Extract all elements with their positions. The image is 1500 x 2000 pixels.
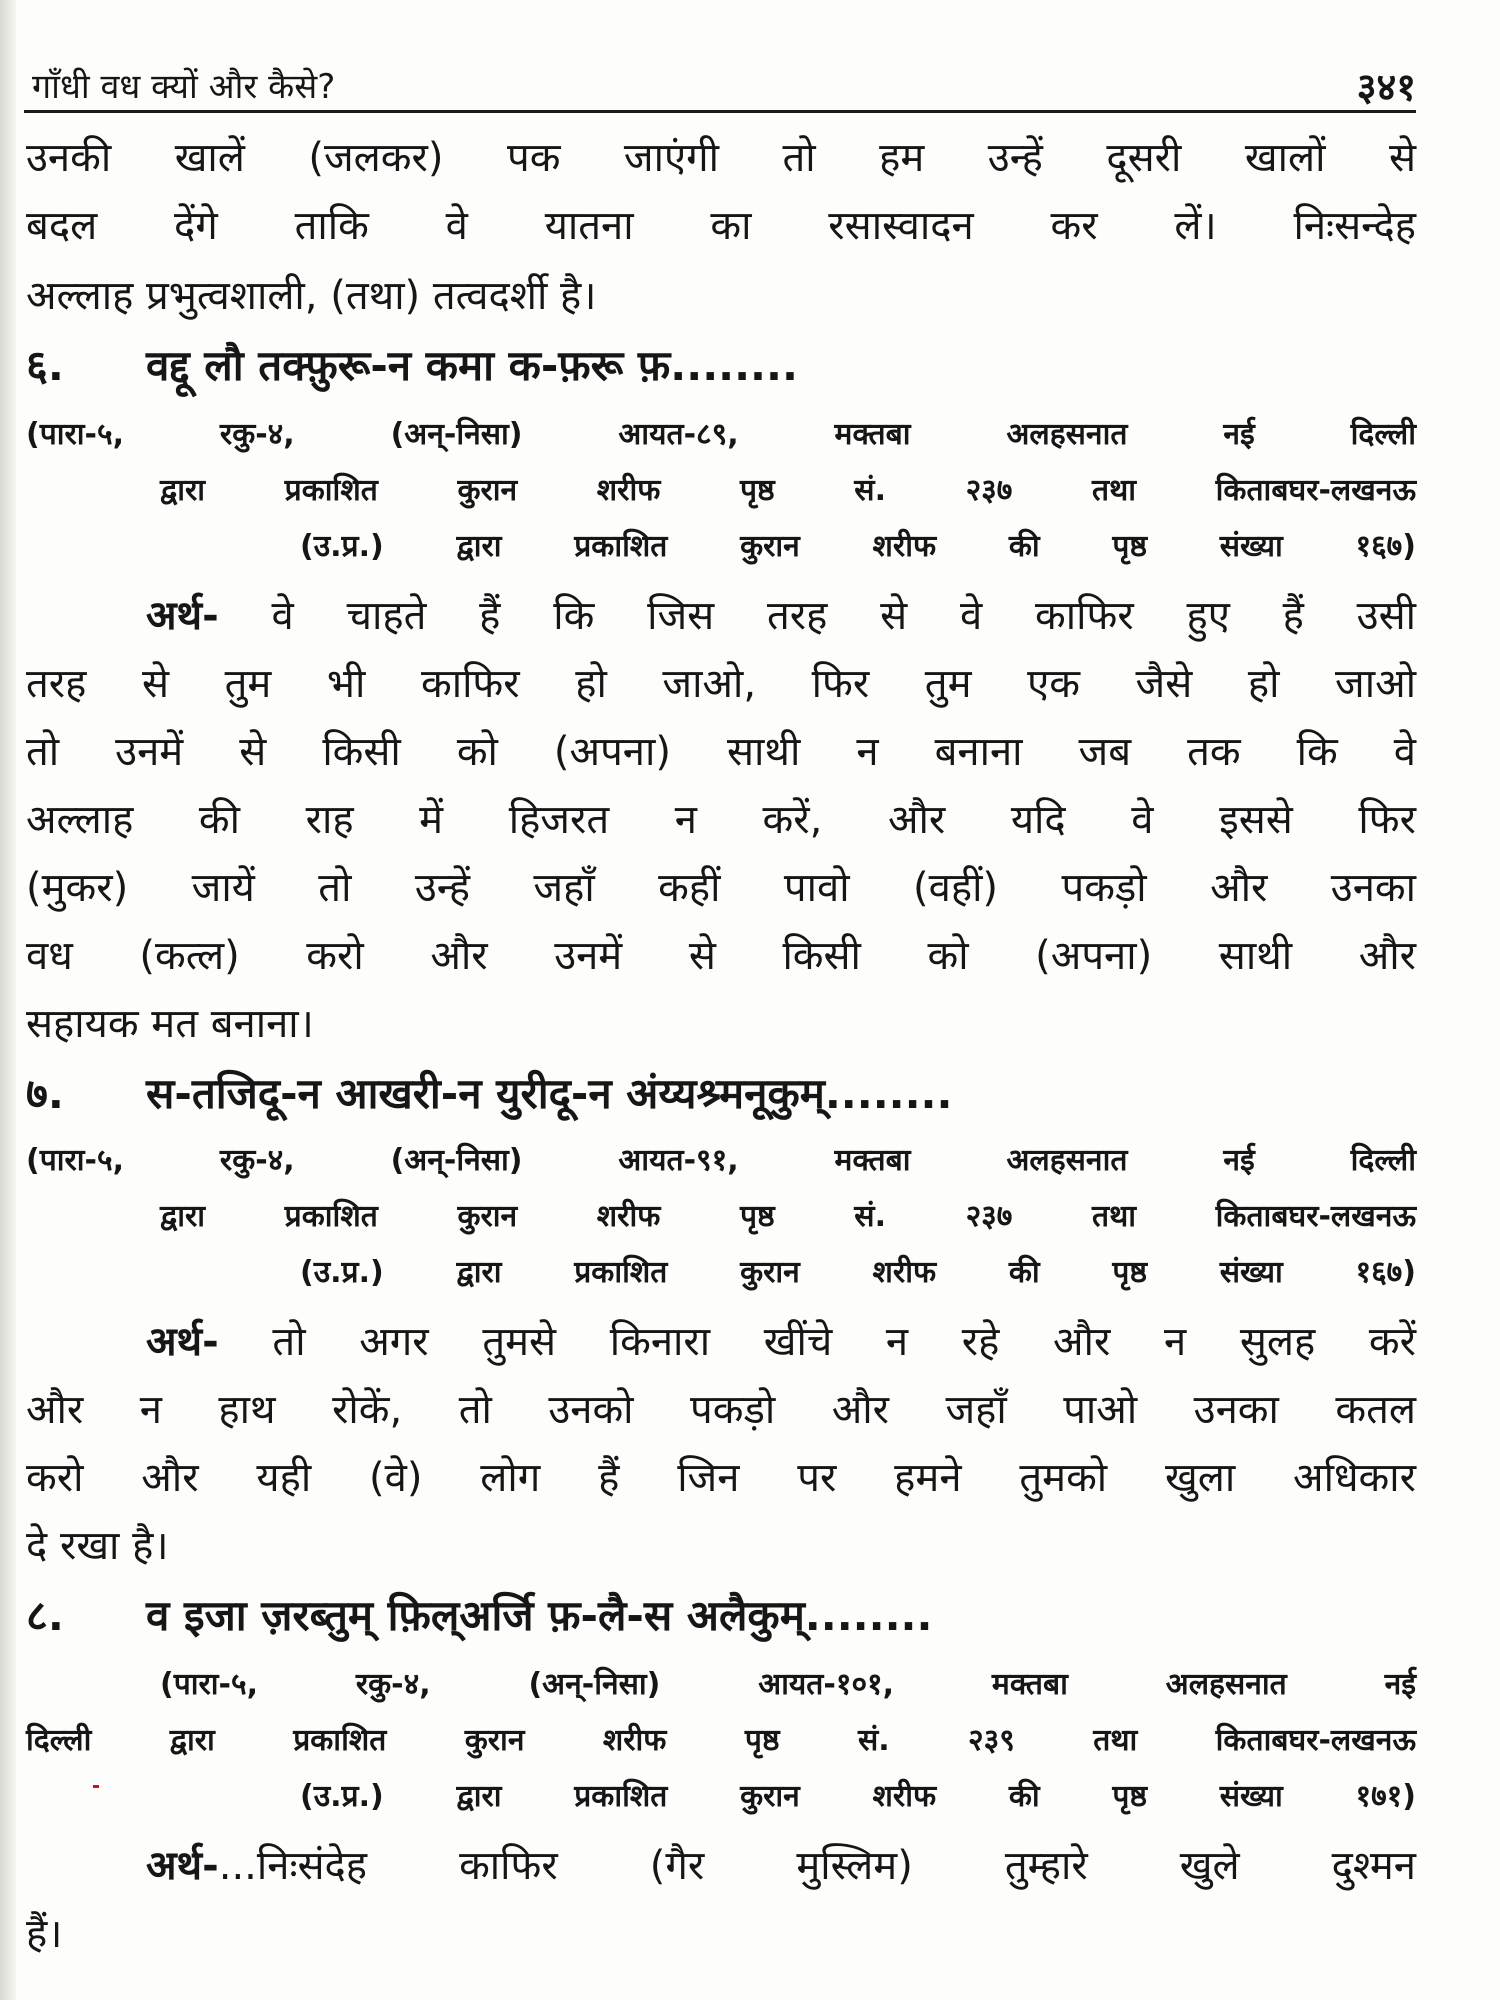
- verse-transliteration: स-तजिदू-न आखरी-न युरीदू-न अंय्यश्र्मनूकुम्........: [146, 1069, 953, 1118]
- page-edge: [0, 0, 16, 2000]
- reference-line: (उ.प्र.) द्वारा प्रकाशित कुरान शरीफ की पृष्ठ संख्या १६७): [300, 529, 1416, 564]
- page-number: ३४१: [1356, 65, 1416, 109]
- reference-line: दिल्ली द्वारा प्रकाशित कुरान शरीफ पृष्ठ सं. २३९ तथा किताबघर-लखनऊ: [26, 1723, 1416, 1758]
- reference-line: (उ.प्र.) द्वारा प्रकाशित कुरान शरीफ की पृष्ठ संख्या १७१): [300, 1779, 1416, 1814]
- meaning-label: अर्थ-: [146, 1319, 219, 1365]
- meaning-line: दे रखा है।: [26, 1523, 169, 1569]
- section-heading: [26, 1586, 1416, 1646]
- meaning-line: अर्थ- तो अगर तुमसे किनारा खींचे न रहे और न सुलह करें: [146, 1319, 1417, 1365]
- reference-line: द्वारा प्रकाशित कुरान शरीफ पृष्ठ सं. २३७ तथा किताबघर-लखनऊ: [160, 473, 1416, 508]
- section-heading: [26, 336, 1416, 396]
- meaning-line: अल्लाह की राह में हिजरत न करें, और यदि वे इससे फिर: [26, 797, 1416, 843]
- verse-transliteration: वद्दू लौ तक्फ़ुरू-न कमा क-फ़रू फ़........: [146, 341, 798, 390]
- intro-line: अल्लाह प्रभुत्वशाली, (तथा) तत्वदर्शी है।: [26, 273, 597, 319]
- book-title: गाँधी वध क्यों और कैसे?: [32, 67, 336, 107]
- reference-line: (पारा-५, रकु-४, (अन्-निसा) आयत-८९, मक्तबा अलहसनात नई दिल्ली: [26, 417, 1416, 452]
- ink-mark: [93, 1785, 99, 1788]
- verse-transliteration: व इजा ज़रब्तुम् फ़िल्अर्जि फ़-लै-स अलैकुम्........: [146, 1591, 933, 1640]
- intro-line: उनकी खालें (जलकर) पक जाएंगी तो हम उन्हें दूसरी खालों से: [26, 135, 1416, 181]
- meaning-label: अर्थ-: [146, 1843, 219, 1889]
- meaning-line: तो उनमें से किसी को (अपना) साथी न बनाना जब तक कि वे: [26, 729, 1416, 775]
- section-number: ७.: [26, 1069, 64, 1118]
- meaning-line: करो और यही (वे) लोग हैं जिन पर हमने तुमको खुला अधिकार: [26, 1455, 1416, 1501]
- meaning-line: तरह से तुम भी काफिर हो जाओ, फिर तुम एक जैसे हो जाओ: [26, 661, 1416, 707]
- reference-line: (पारा-५, रकु-४, (अन्-निसा) आयत-१०१, मक्तबा अलहसनात नई: [160, 1667, 1416, 1702]
- reference-line: (उ.प्र.) द्वारा प्रकाशित कुरान शरीफ की पृष्ठ संख्या १६७): [300, 1255, 1416, 1290]
- section-heading: [26, 1064, 1416, 1124]
- meaning-line: वध (कत्ल) करो और उनमें से किसी को (अपना) साथी और: [26, 933, 1416, 979]
- reference-line: द्वारा प्रकाशित कुरान शरीफ पृष्ठ सं. २३७ तथा किताबघर-लखनऊ: [160, 1199, 1416, 1234]
- meaning-line: हैं।: [26, 1911, 63, 1957]
- running-header: [24, 58, 1416, 113]
- meaning-line: (मुकर) जायें तो उन्हें जहाँ कहीं पावो (वहीं) पकड़ो और उनका: [26, 865, 1416, 911]
- reference-line: (पारा-५, रकु-४, (अन्-निसा) आयत-९१, मक्तबा अलहसनात नई दिल्ली: [26, 1143, 1416, 1178]
- meaning-label: अर्थ-: [146, 593, 219, 639]
- intro-line: बदल देंगे ताकि वे यातना का रसास्वादन कर लें। निःसन्देह: [26, 203, 1416, 249]
- section-number: ८.: [26, 1591, 64, 1640]
- meaning-line: सहायक मत बनाना।: [26, 1001, 314, 1047]
- meaning-line: अर्थ- वे चाहते हैं कि जिस तरह से वे काफिर हुए हैं उसी: [146, 593, 1417, 639]
- meaning-line: अर्थ-...निःसंदेह काफिर (गैर मुस्लिम) तुम्हारे खुले दुश्मन: [146, 1843, 1416, 1889]
- section-number: ६.: [26, 341, 64, 390]
- meaning-line: और न हाथ रोकें, तो उनको पकड़ो और जहाँ पाओ उनका कतल: [26, 1387, 1416, 1433]
